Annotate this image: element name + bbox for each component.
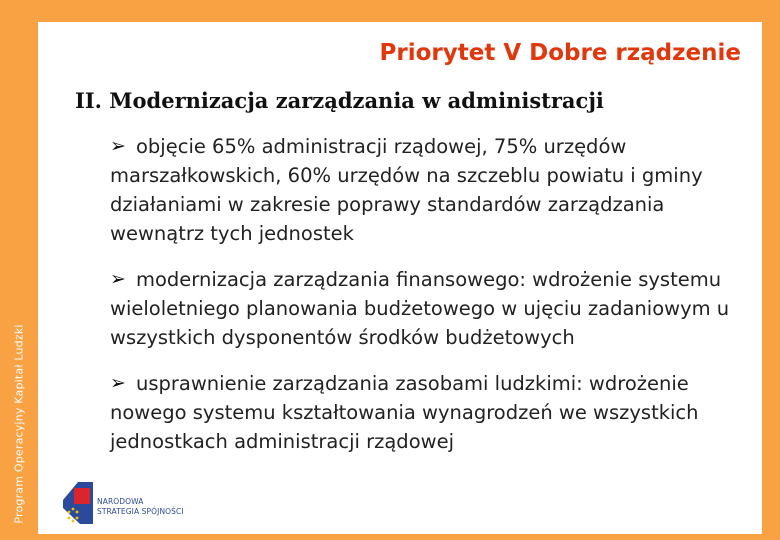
bullet-text: modernizacja zarządzania finansowego: wdrożenie systemu wieloletniego planowania budżetowego w ujęciu zadaniowym u wszystkich dysponentów środków budżetowych [110,268,730,349]
bullet-text: usprawnienie zarządzania zasobami ludzkimi: wdrożenie nowego systemu kształtowania wynagrodzeń we wszystkich jednostkach administracji rządowej [110,372,699,453]
logo-text [97,497,184,517]
arrow-bullet-icon: ➢ [110,372,126,394]
section-heading: II. Modernizacja zarządzania w administracji [75,88,604,113]
bottom-border [0,534,780,540]
right-border [762,0,780,540]
top-border [0,0,780,22]
narodowa-strategia-spojnosci-logo [60,478,190,528]
logo-line-2: STRATEGIA SPÓJNOŚCI [97,507,184,516]
program-name-vertical: Program Operacyjny Kapitał Ludzki [12,324,26,524]
bullet-text: objęcie 65% administracji rządowej, 75% urzędów marszałkowskich, 60% urzędów na szczeblu powiatu i gminy działaniami w zakresie poprawy standardów zarządzania wewnątrz tych jednostek [110,135,703,245]
bullet-item [110,132,762,248]
bullet-list [110,132,762,473]
slide-title: Priorytet V Dobre rządzenie [379,40,741,66]
eu-cohesion-emblem-icon [60,478,96,528]
arrow-bullet-icon: ➢ [110,268,126,290]
logo-line-1: NARODOWA [97,497,144,506]
bullet-item [110,265,762,352]
bullet-item [110,369,762,456]
arrow-bullet-icon: ➢ [110,135,126,157]
